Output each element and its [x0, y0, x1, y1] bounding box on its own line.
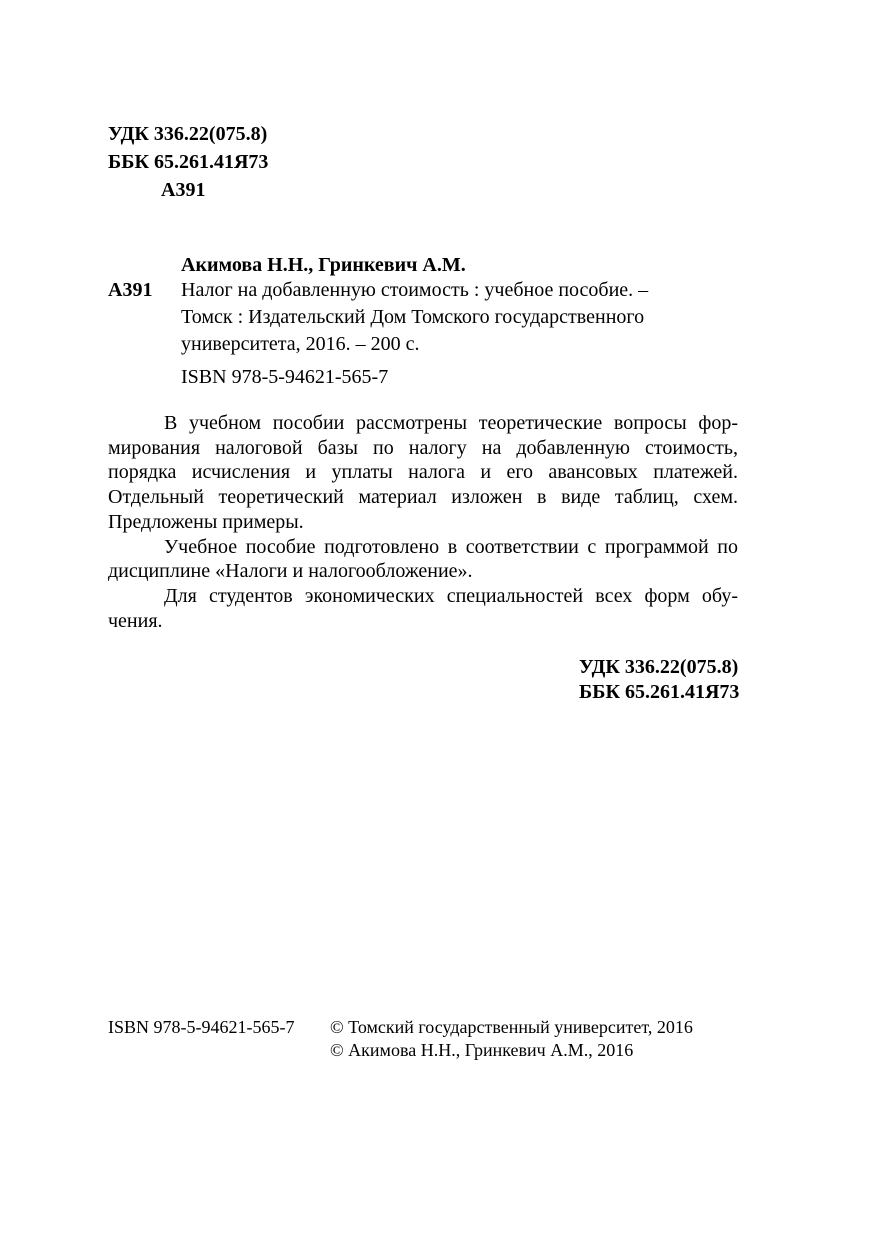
- udk-code-top: УДК 336.22(075.8): [108, 123, 268, 145]
- copyright-line: © Томский государственный университет, 2016: [330, 1017, 693, 1037]
- annotation-paragraph: В учебном пособии рассмотрены теоретические вопросы формирования налоговой базы по налогу на добавленную стоимость, порядка исчисления и уплаты налога и его авансовых платежей. Отдельный теоретический материал изложен в виде таблиц, схем. Предложены примеры.: [108, 412, 738, 533]
- footer-isbn: ISBN 978-5-94621-565-7: [108, 1017, 295, 1037]
- bbk-code-right: ББК 65.261.41Я73: [579, 681, 740, 703]
- bbk-code-top: ББК 65.261.41Я73: [108, 151, 269, 173]
- author-sign-top: А391: [161, 179, 206, 201]
- bib-description-line: Томск : Издательский Дом Томского государственного: [181, 306, 645, 328]
- udk-code-right: УДК 336.22(075.8): [579, 656, 739, 678]
- annotation-paragraph: Для студентов экономических специальностей всех форм обучения.: [108, 584, 738, 632]
- bib-description-line: Налог на добавленную стоимость : учебное пособие. –: [181, 279, 649, 301]
- annotation: [108, 411, 738, 633]
- bib-isbn: ISBN 978-5-94621-565-7: [181, 366, 389, 388]
- copyright-line: © Акимова Н.Н., Гринкевич А.М., 2016: [330, 1040, 634, 1060]
- author-sign: А391: [108, 279, 153, 301]
- book-authors: Акимова Н.Н., Гринкевич А.М.: [181, 254, 466, 276]
- bib-description-line: университета, 2016. – 200 с.: [181, 333, 420, 355]
- annotation-paragraph: Учебное пособие подготовлено в соответствии с программой по дисциплине «Налоги и налогообложение».: [108, 535, 738, 583]
